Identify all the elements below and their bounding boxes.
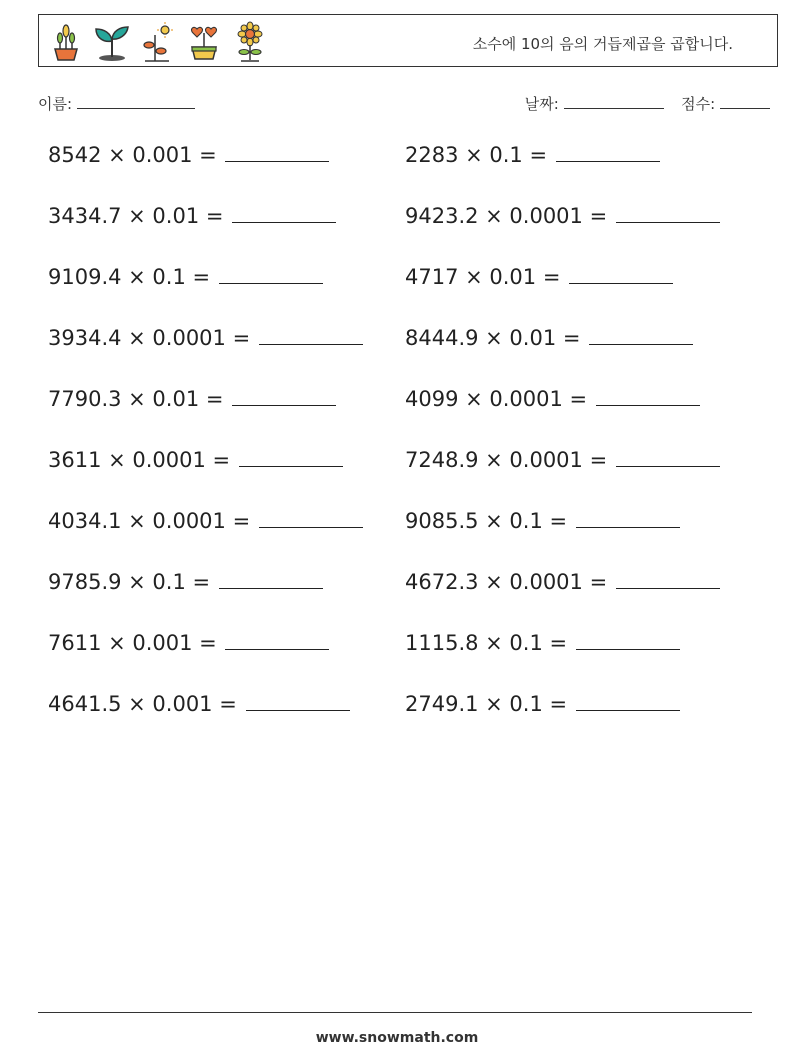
seedling-icon [93,21,131,63]
answer-blank[interactable] [239,448,343,467]
answer-blank[interactable] [232,387,336,406]
problem-left: 7790.3 × 0.01 = [48,387,405,448]
problem-row [48,326,768,387]
answer-blank[interactable] [556,143,660,162]
problem-row [48,265,768,326]
problem-left: 4034.1 × 0.0001 = [48,509,405,570]
footer-url[interactable]: www.snowmath.com [315,1030,479,1046]
problem-left: 3934.4 × 0.0001 = [48,326,405,387]
problem-row [48,570,768,631]
worksheet-header [38,14,778,67]
problem-row [48,631,768,692]
problem-right: 4717 × 0.01 = [405,265,673,326]
answer-blank[interactable] [232,204,336,223]
problem-right: 9423.2 × 0.0001 = [405,204,720,265]
problem-right: 9085.5 × 0.1 = [405,509,680,570]
problem-left: 3434.7 × 0.01 = [48,204,405,265]
problem-right: 7248.9 × 0.0001 = [405,448,720,509]
problem-right: 8444.9 × 0.01 = [405,326,693,387]
sunflower-icon [231,21,269,63]
heart-flower-pot-icon [185,21,223,63]
answer-blank[interactable] [219,265,323,284]
name-field [38,93,195,114]
problem-row [48,448,768,509]
plant-with-sun-icon [139,21,177,63]
problem-left: 8542 × 0.001 = [48,143,405,204]
problem-right: 4099 × 0.0001 = [405,387,700,448]
answer-blank[interactable] [225,143,329,162]
potted-sprout-icon [47,21,85,63]
date-score-fields [525,93,770,114]
problem-left: 4641.5 × 0.001 = [48,692,405,753]
problem-row [48,143,768,204]
problem-left: 9785.9 × 0.1 = [48,570,405,631]
answer-blank[interactable] [576,509,680,528]
name-label: 이름: [38,95,73,113]
worksheet-title: 소수에 10의 음의 거듭제곱을 곱합니다. [472,35,733,53]
problem-left: 3611 × 0.0001 = [48,448,405,509]
problem-left: 9109.4 × 0.1 = [48,265,405,326]
problem-left: 7611 × 0.001 = [48,631,405,692]
answer-blank[interactable] [589,326,693,345]
problem-row [48,692,768,753]
answer-blank[interactable] [596,387,700,406]
problem-right: 4672.3 × 0.0001 = [405,570,720,631]
answer-blank[interactable] [569,265,673,284]
score-blank[interactable] [720,94,770,109]
score-label: 점수: [681,95,716,113]
answer-blank[interactable] [219,570,323,589]
answer-blank[interactable] [259,509,363,528]
footer-divider [38,1012,752,1013]
answer-blank[interactable] [616,448,720,467]
date-blank[interactable] [564,94,664,109]
problem-grid [48,143,768,753]
answer-blank[interactable] [259,326,363,345]
problem-row [48,509,768,570]
problem-right: 2749.1 × 0.1 = [405,692,680,753]
answer-blank[interactable] [576,692,680,711]
answer-blank[interactable] [576,631,680,650]
plant-icons [47,21,269,61]
date-label: 날짜: [524,95,559,113]
answer-blank[interactable] [616,570,720,589]
problem-row [48,204,768,265]
answer-blank[interactable] [225,631,329,650]
answer-blank[interactable] [616,204,720,223]
answer-blank[interactable] [246,692,350,711]
problem-right: 2283 × 0.1 = [405,143,660,204]
problem-row [48,387,768,448]
name-blank[interactable] [77,94,195,109]
problem-right: 1115.8 × 0.1 = [405,631,680,692]
